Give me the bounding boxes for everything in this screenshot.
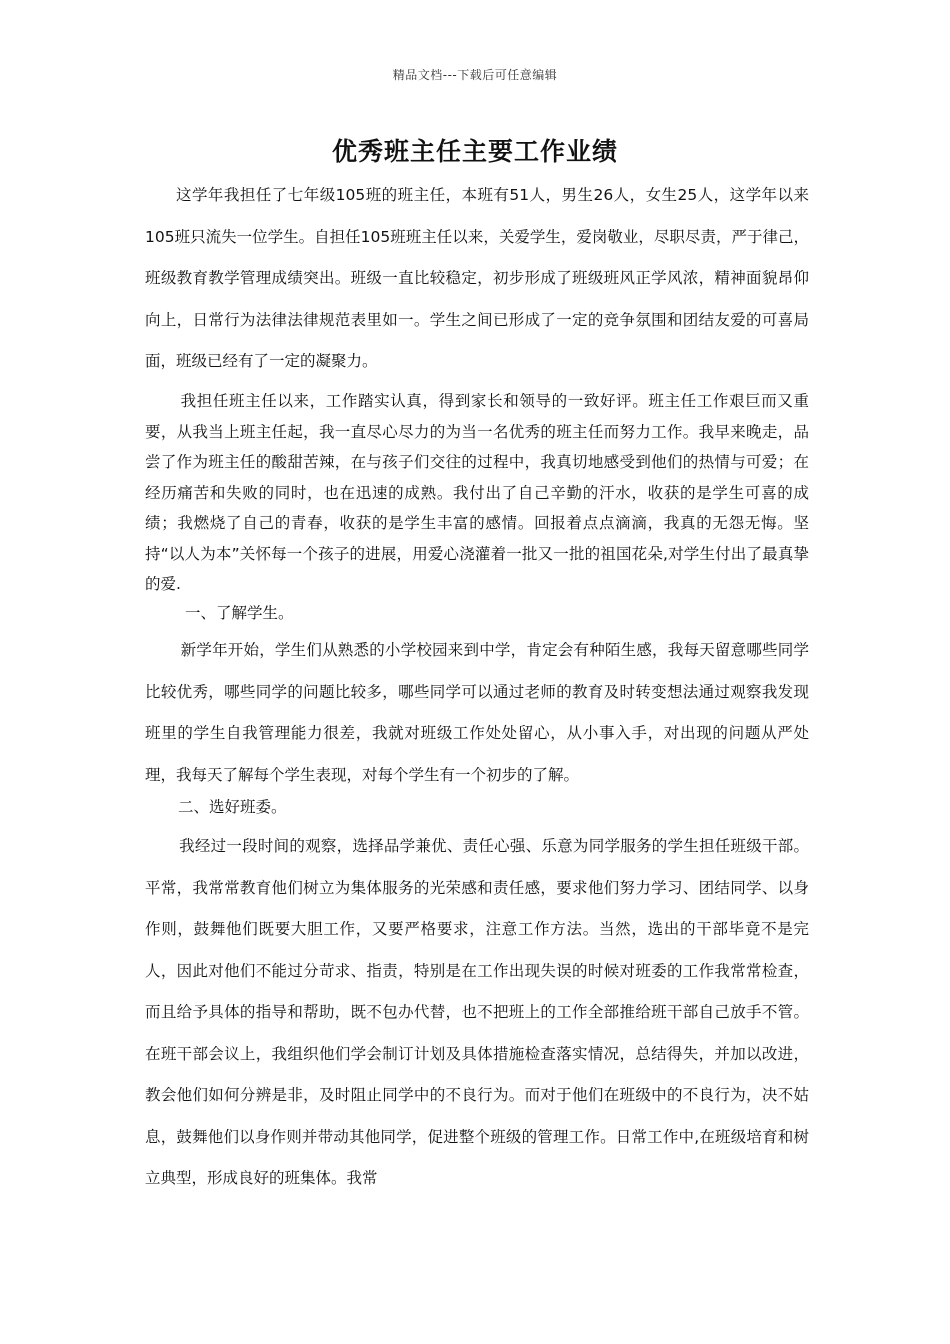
paragraph-reflection: 我担任班主任以来，工作踏实认真，得到家长和领导的一致好评。班主任工作艰巨而又重要，从我当上班主任起，我一直尽心尽力的为当一名优秀的班主任而努力工作。我早来晚走，品尝了作为班主任的酸甜苦辣，在与孩子们交往的过程中，我真切地感受到他们的热情与可爱；在经历痛苦和失败的同时，也在迅速的成熟。我付出了自己辛勤的汗水，收获的是学生可喜的成绩；我燃烧了自己的青春，收获的是学生丰富的感情。回报着点点滴滴，我真的无怨无悔。坚持“以人为本”关怀每一个孩子的进展，用爱心浇灌着一批又一批的祖国花朵,对学生付出了最真挚的爱. bbox=[145, 392, 809, 593]
paragraph-intro: 这学年我担任了七年级105班的班主任，本班有51人，男生26人，女生25人，这学年以来105班只流失一位学生。自担任105班班主任以来，关爱学生，爱岗敬业，尽职尽责，严于律己，班级教育教学管理成绩突出。班级一直比较稳定，初步形成了班级班风正学风浓，精神面貌昂仰向上，日常行为法律法律规范表里如一。学生之间已形成了一定的竞争氛围和团结友爱的可喜局面，班级已经有了一定的凝聚力。 bbox=[145, 186, 809, 370]
section-heading-understand-students: 一、了解学生。 bbox=[185, 604, 294, 622]
section-body-understand-students: 新学年开始，学生们从熟悉的小学校园来到中学，肯定会有种陌生感，我每天留意哪些同学比较优秀，哪些同学的问题比较多，哪些同学可以通过老师的教育及时转变想法通过观察我发现班里的学生自我管理能力很差，我就对班级工作处处留心，从小事入手，对出现的问题从严处理，我每天了解每个学生表现，对每个学生有一个初步的了解。 bbox=[145, 641, 809, 784]
section-body-select-committee: 我经过一段时间的观察，选择品学兼优、责任心强、乐意为同学服务的学生担任班级干部。平常，我常常教育他们树立为集体服务的光荣感和责任感，要求他们努力学习、团结同学、以身作则，鼓舞他们既要大胆工作，又要严格要求，注意工作方法。当然，选出的干部毕竟不是完人，因此对他们不能过分苛求、指责，特别是在工作出现失误的时候对班委的工作我常常检查，而且给予具体的指导和帮助，既不包办代替，也不把班上的工作全部推给班干部自己放手不管。在班干部会议上，我组织他们学会制订计划及具体措施检查落实情况，总结得失，并加以改进，教会他们如何分辨是非，及时阻止同学中的不良行为。而对于他们在班级中的不良行为，决不姑息，鼓舞他们以身作则并带动其他同学，促进整个班级的管理工作。日常工作中,在班级培育和树立典型，形成良好的班集体。我常 bbox=[145, 837, 809, 1187]
section-heading-select-committee: 二、选好班委。 bbox=[178, 798, 287, 816]
document-title: 优秀班主任主要工作业绩 bbox=[331, 137, 618, 166]
page-header: 精品文档---下载后可任意编辑 bbox=[392, 68, 558, 82]
